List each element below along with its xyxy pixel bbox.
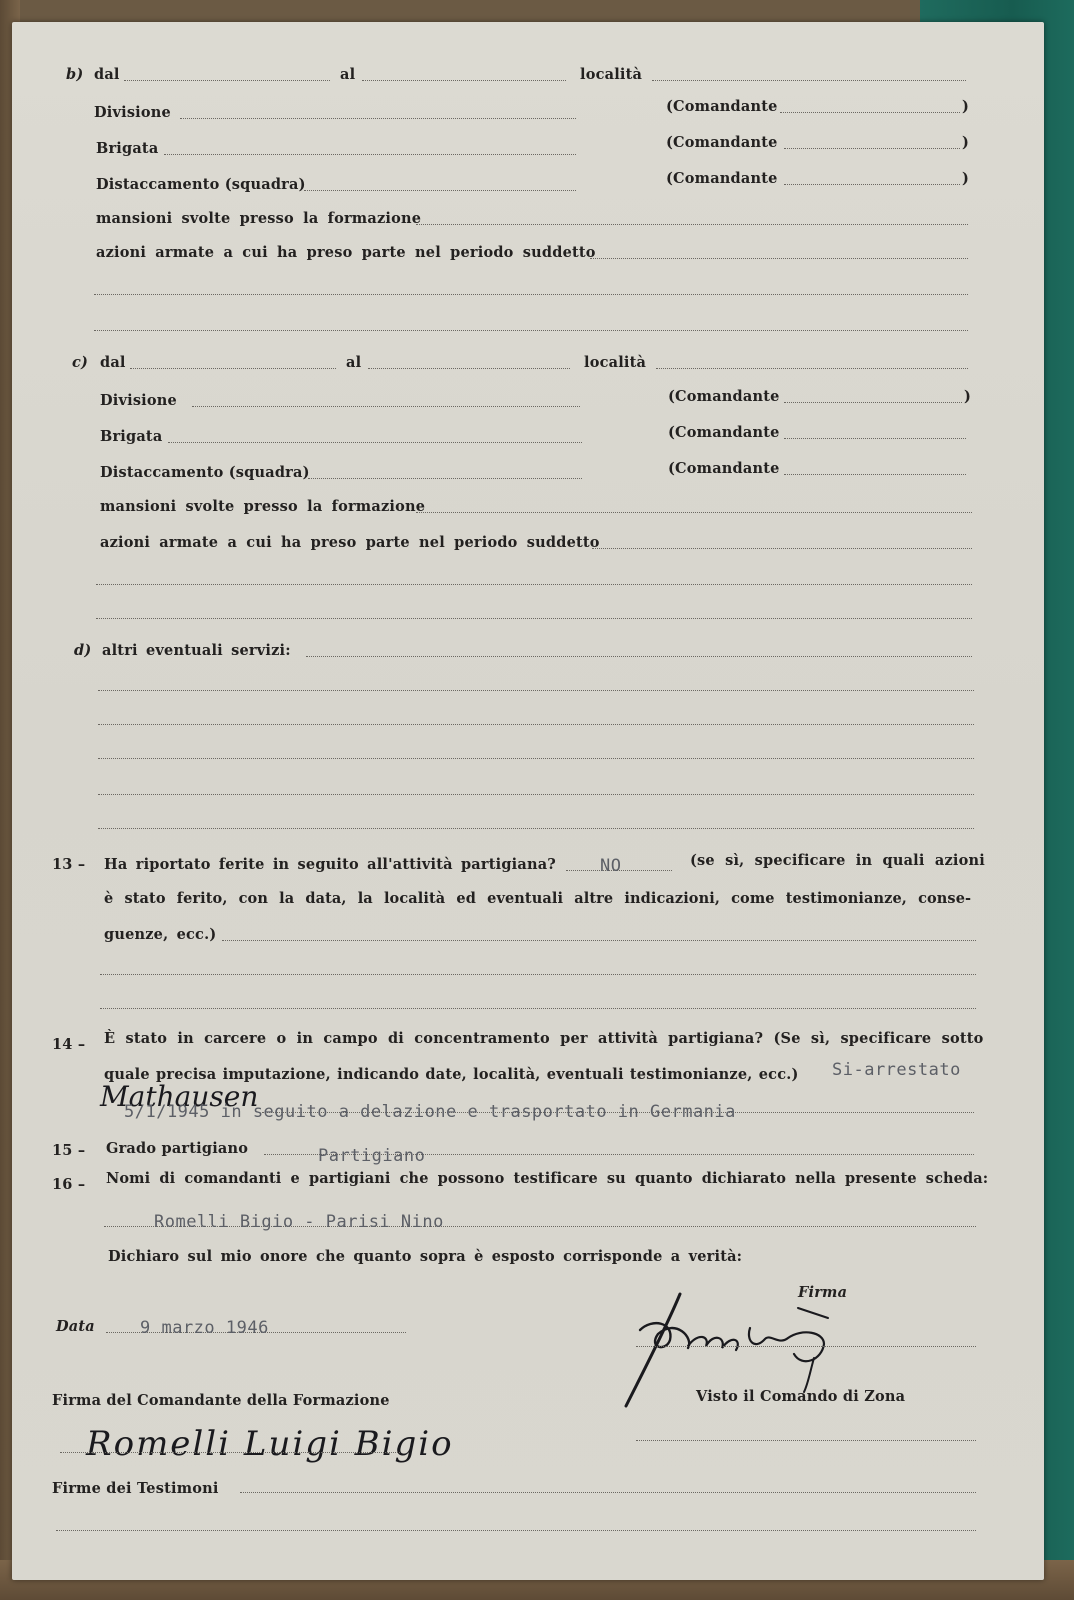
section-c-divisione-comandante-field[interactable] [784,402,962,403]
section-c-localita-field[interactable] [656,368,968,369]
section-b-distaccamento-comandante-field[interactable] [784,184,960,185]
section-b-azioni-label: azioni armate a cui ha preso parte nel periodo suddetto [96,244,596,261]
section-d-line-5[interactable] [98,794,974,795]
q14-handwritten-location: Mathausen [100,1080,259,1113]
q14-line-1: È stato in carcere o in campo di concentramento per attività partigiana? (Se sì, specificare sotto [104,1030,984,1047]
firme-testimoni-field[interactable] [240,1492,976,1493]
section-b-marker: b) [66,66,84,83]
section-b-dal-label: dal [94,66,120,83]
q16-answer: Romelli Bigio - Parisi Nino [154,1212,444,1232]
data-label: Data [56,1318,95,1335]
q13-question: Ha riportato ferite in seguito all'attività partigiana? [104,856,557,873]
section-b-distaccamento-label: Distaccamento (squadra) [96,176,306,193]
section-b-azioni-line-2[interactable] [94,294,968,295]
section-c-azioni-line-2[interactable] [96,584,972,585]
section-c-brigata-comandante-label: (Comandante [668,424,780,441]
section-d-altri-servizi-field[interactable] [306,656,972,657]
section-c-brigata-field[interactable] [168,442,582,443]
section-c-azioni-line-3[interactable] [96,618,972,619]
visto-field[interactable] [636,1440,976,1441]
section-b-mansioni-label: mansioni svolte presso la formazione [96,210,422,227]
q13-details-field[interactable] [222,940,976,941]
firma-comandante-signature: Romelli Luigi Bigio [86,1424,454,1464]
q14-line-2: quale precisa imputazione, indicando date, località, eventuali testimonianze, ecc.) [104,1066,799,1083]
section-b-divisione-field[interactable] [180,118,576,119]
section-b-divisione-paren: ) [962,98,970,115]
q15-answer: Partigiano [318,1146,426,1166]
firma-comandante-field[interactable] [60,1452,400,1453]
section-c-al-label: al [346,354,362,371]
section-c-mansioni-label: mansioni svolte presso la formazione [100,498,426,515]
section-b-brigata-field[interactable] [164,154,576,155]
section-c-azioni-label: azioni armate a cui ha preso parte nel periodo suddetto [100,534,600,551]
q13-line-5[interactable] [100,1008,976,1009]
q16-number: 16 – [52,1176,86,1193]
section-c-dal-label: dal [100,354,126,371]
declaration-text: Dichiaro sul mio onore che quanto sopra è esposto corrisponde a verità: [108,1248,743,1265]
section-d-marker: d) [74,642,92,659]
section-b-azioni-line-3[interactable] [94,330,968,331]
section-c-divisione-label: Divisione [100,392,177,409]
section-c-divisione-comandante-label: (Comandante [668,388,780,405]
firme-testimoni-line-2[interactable] [56,1530,976,1531]
q13-line-4[interactable] [100,974,976,975]
section-b-brigata-paren: ) [962,134,970,151]
q15-number: 15 – [52,1142,86,1159]
section-c-dal-field[interactable] [130,368,336,369]
section-c-distaccamento-label: Distaccamento (squadra) [100,464,310,481]
section-b-azioni-field[interactable] [590,258,968,259]
section-c-divisione-paren: ) [964,388,972,405]
firma-comandante-label: Firma del Comandante della Formazione [52,1392,390,1409]
firme-testimoni-label: Firme dei Testimoni [52,1480,219,1497]
section-b-distaccamento-paren: ) [962,170,970,187]
q14-answer-line-2: 5/1/1945 in seguito a delazione e trasportato in Germania [124,1102,736,1122]
section-d-line-6[interactable] [98,828,974,829]
firma-field[interactable] [636,1346,976,1347]
section-b-brigata-comandante-label: (Comandante [666,134,778,151]
section-c-distaccamento-field[interactable] [308,478,582,479]
section-d-line-4[interactable] [98,758,974,759]
section-c-brigata-comandante-field[interactable] [784,438,966,439]
q14-answer-line-1: Si-arrestato [832,1060,961,1080]
section-b-brigata-label: Brigata [96,140,159,157]
section-b-al-field[interactable] [362,80,566,81]
section-b-divisione-comandante-field[interactable] [780,112,960,113]
section-b-localita-field[interactable] [652,80,966,81]
q13-answer: NO [600,856,622,876]
q15-label: Grado partigiano [106,1140,249,1157]
q13-line-2: è stato ferito, con la data, la località ed eventuali altre indicazioni, come testimonianze, conse- [104,890,972,907]
data-value: 9 marzo 1946 [140,1318,269,1338]
section-b-divisione-comandante-label: (Comandante [666,98,778,115]
section-c-al-field[interactable] [368,368,570,369]
section-b-divisione-label: Divisione [94,104,171,121]
section-c-brigata-label: Brigata [100,428,163,445]
q13-note: (se sì, specificare in quali azioni [690,852,985,869]
firma-label: Firma [798,1284,848,1301]
section-b-localita-label: località [580,66,643,83]
section-c-distaccamento-comandante-label: (Comandante [668,460,780,477]
q16-label: Nomi di comandanti e partigiani che possono testificare su quanto dichiarato nella presente scheda: [106,1170,989,1187]
section-d-altri-servizi-label: altri eventuali servizi: [102,642,291,659]
section-c-azioni-field[interactable] [592,548,972,549]
q14-number: 14 – [52,1036,86,1053]
q13-line-3: guenze, ecc.) [104,926,217,943]
section-c-distaccamento-comandante-field[interactable] [784,474,966,475]
section-b-dal-field[interactable] [124,80,330,81]
section-b-al-label: al [340,66,356,83]
section-b-mansioni-field[interactable] [416,224,968,225]
section-c-divisione-field[interactable] [192,406,580,407]
section-c-marker: c) [72,354,89,371]
section-b-distaccamento-comandante-label: (Comandante [666,170,778,187]
q13-number: 13 – [52,856,86,873]
section-d-line-2[interactable] [98,690,974,691]
section-d-line-3[interactable] [98,724,974,725]
visto-label: Visto il Comando di Zona [696,1388,906,1405]
section-b-distaccamento-field[interactable] [304,190,576,191]
section-c-mansioni-field[interactable] [416,512,972,513]
section-b-brigata-comandante-field[interactable] [784,148,960,149]
section-c-localita-label: località [584,354,647,371]
